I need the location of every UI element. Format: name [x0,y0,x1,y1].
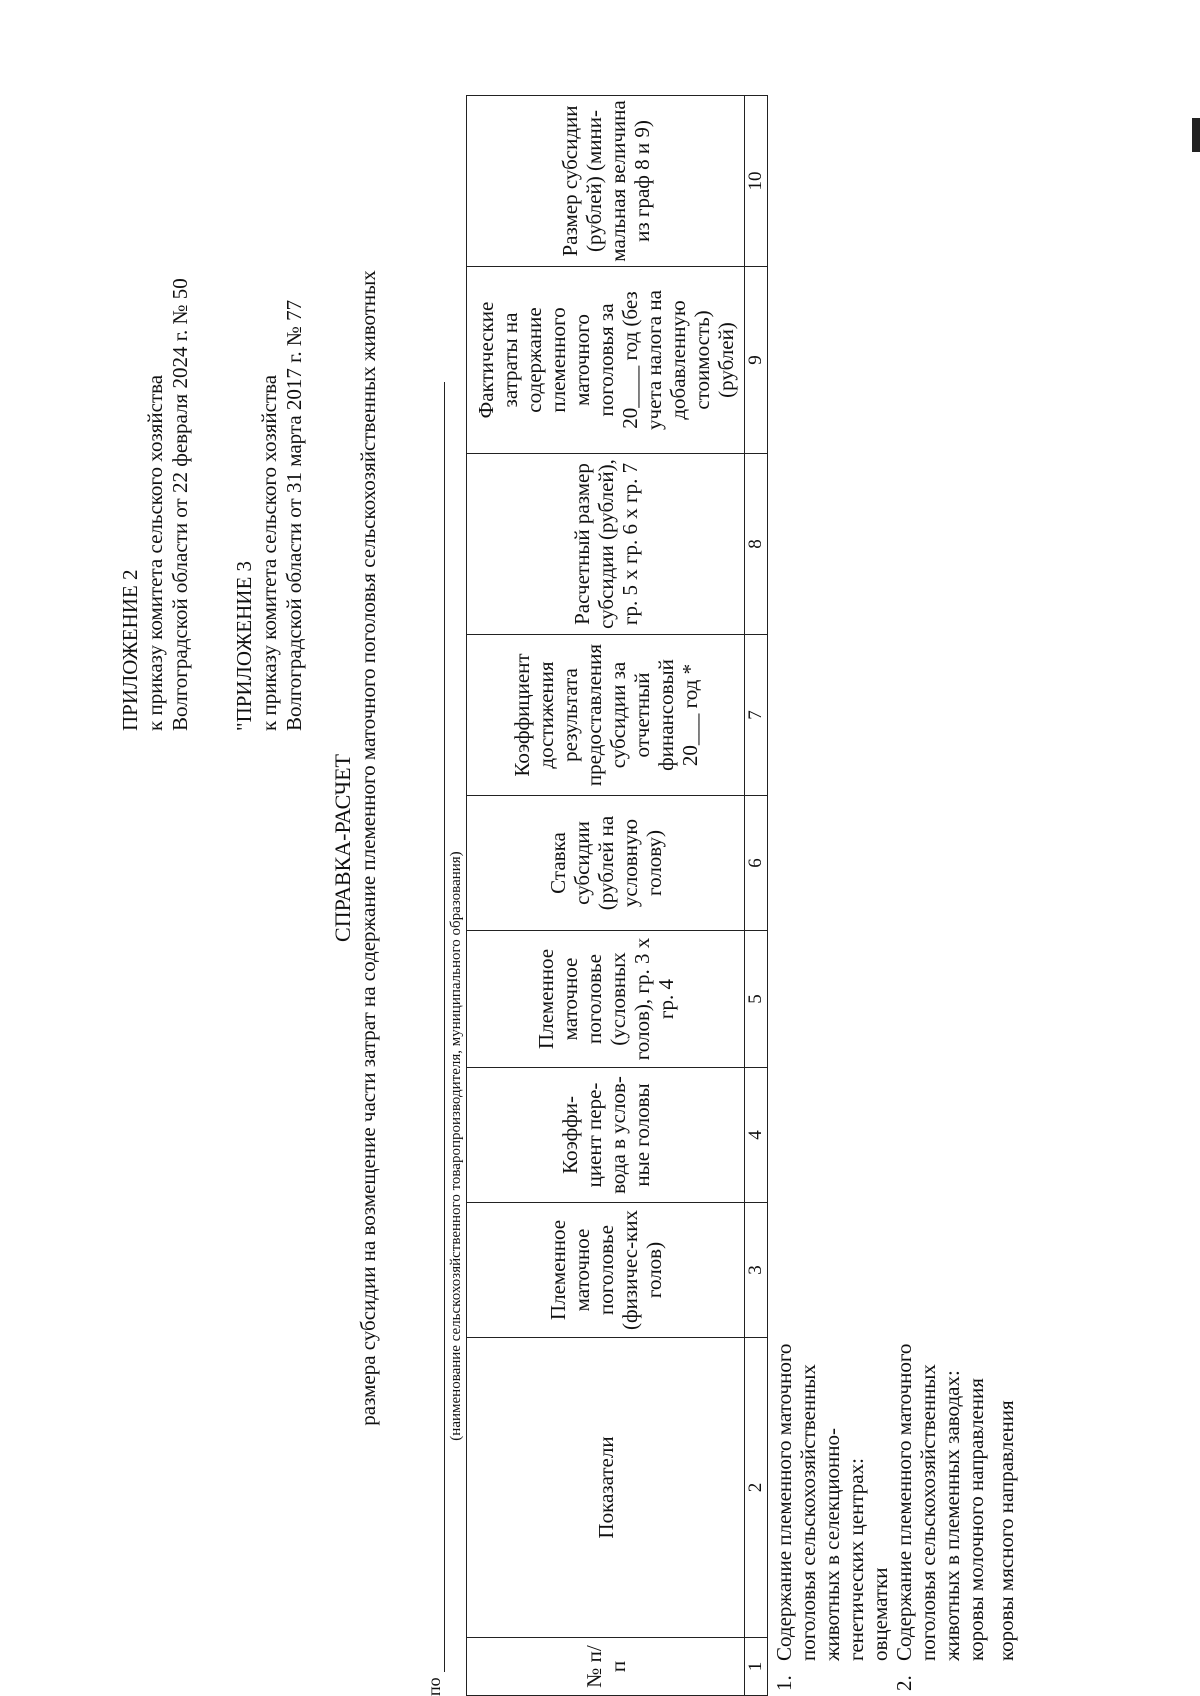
col-number: 5 [745,931,768,1068]
appendix-header-current [118,278,193,731]
indicator-rows [772,1331,1018,1691]
list-item [892,1331,964,1691]
row-text: Содержание племенного маточного поголовья сельскохозяйственных животных в племенных заводах: [892,1343,964,1661]
row-text: Содержание племенного маточного поголовья сельскохозяйственных животных в селекционно-генетических центрах: [772,1343,868,1661]
table-column-numbers-row [745,96,768,1696]
row-subitem: коровы мясного направления [994,1400,1018,1661]
col-header-indicators: Показатели [467,1338,745,1638]
list-item [772,1331,868,1691]
row-subitem: овцематки [868,1567,892,1661]
col-number: 4 [745,1068,768,1203]
col-header-calculated-subsidy: Расчетный размер субсидии (рублей), гр. 5 х гр. 6 х гр. 7 [467,454,745,635]
col-header-achievement-coefficient: Коэффициент достижения результата предоставления субсидии за отчетный финансовый 20___ год * [467,635,745,796]
col-number: 6 [745,796,768,931]
document-title: СПРАВКА-РАСЧЕТ [330,754,355,942]
col-number: 1 [745,1638,768,1696]
col-header-subsidy-rate: Ставка субсидии (рублей на условную голову) [467,796,745,931]
col-number: 2 [745,1338,768,1638]
col-header-number: № п/п [467,1638,745,1696]
recipient-blank-line [444,382,445,1672]
col-header-actual-costs: Фактические затраты на содержание племенного маточного поголовья за 20____ год (без учета налога на добавленную стоимость) (рублей) [467,267,745,454]
col-number: 10 [745,96,768,267]
row-subitem: коровы молочного направления [964,1378,988,1661]
col-header-physical-heads: Племенное маточное поголовье (физичес-ких голов) [467,1203,745,1338]
appendix-title: ПРИЛОЖЕНИЕ 2 [118,569,142,731]
col-number: 3 [745,1203,768,1338]
col-number: 8 [745,454,768,635]
appendix-order-date: Волгоградской области от 22 февраля 2024 г. № 50 [168,278,192,731]
document-subtitle: размера субсидии на возмещение части затрат на содержание племенного маточного поголовья сельскохозяйственных животных [356,270,380,1426]
row-number: 2. [892,1675,916,1691]
appendix-header-original [232,300,307,731]
recipient-caption: (наименование сельскохозяйственного товаропроизводителя, муниципального образования) [448,851,464,1441]
appendix-order-line: к приказу комитета сельского хозяйства [143,374,167,731]
appendix-title: "ПРИЛОЖЕНИЕ 3 [232,560,256,731]
recipient-label: по [424,1677,444,1696]
appendix-order-date: Волгоградской области от 31 марта 2017 г. № 77 [282,299,306,731]
col-header-subsidy-amount: Размер субсидии (рублей) (мини-мальная величина из граф 8 и 9) [467,96,745,267]
col-number: 9 [745,267,768,454]
col-header-conversion-coefficient: Коэффи-циент пере-вода в услов-ные головы [467,1068,745,1203]
appendix-order-line: к приказу комитета сельского хозяйства [257,374,281,731]
row-number: 1. [772,1675,796,1691]
col-header-conventional-heads: Племенное маточное поголовье (условных голов), гр. 3 х гр. 4 [467,931,745,1068]
subsidy-calculation-table [466,95,768,1696]
col-number: 7 [745,635,768,796]
table-header-row [467,96,745,1696]
